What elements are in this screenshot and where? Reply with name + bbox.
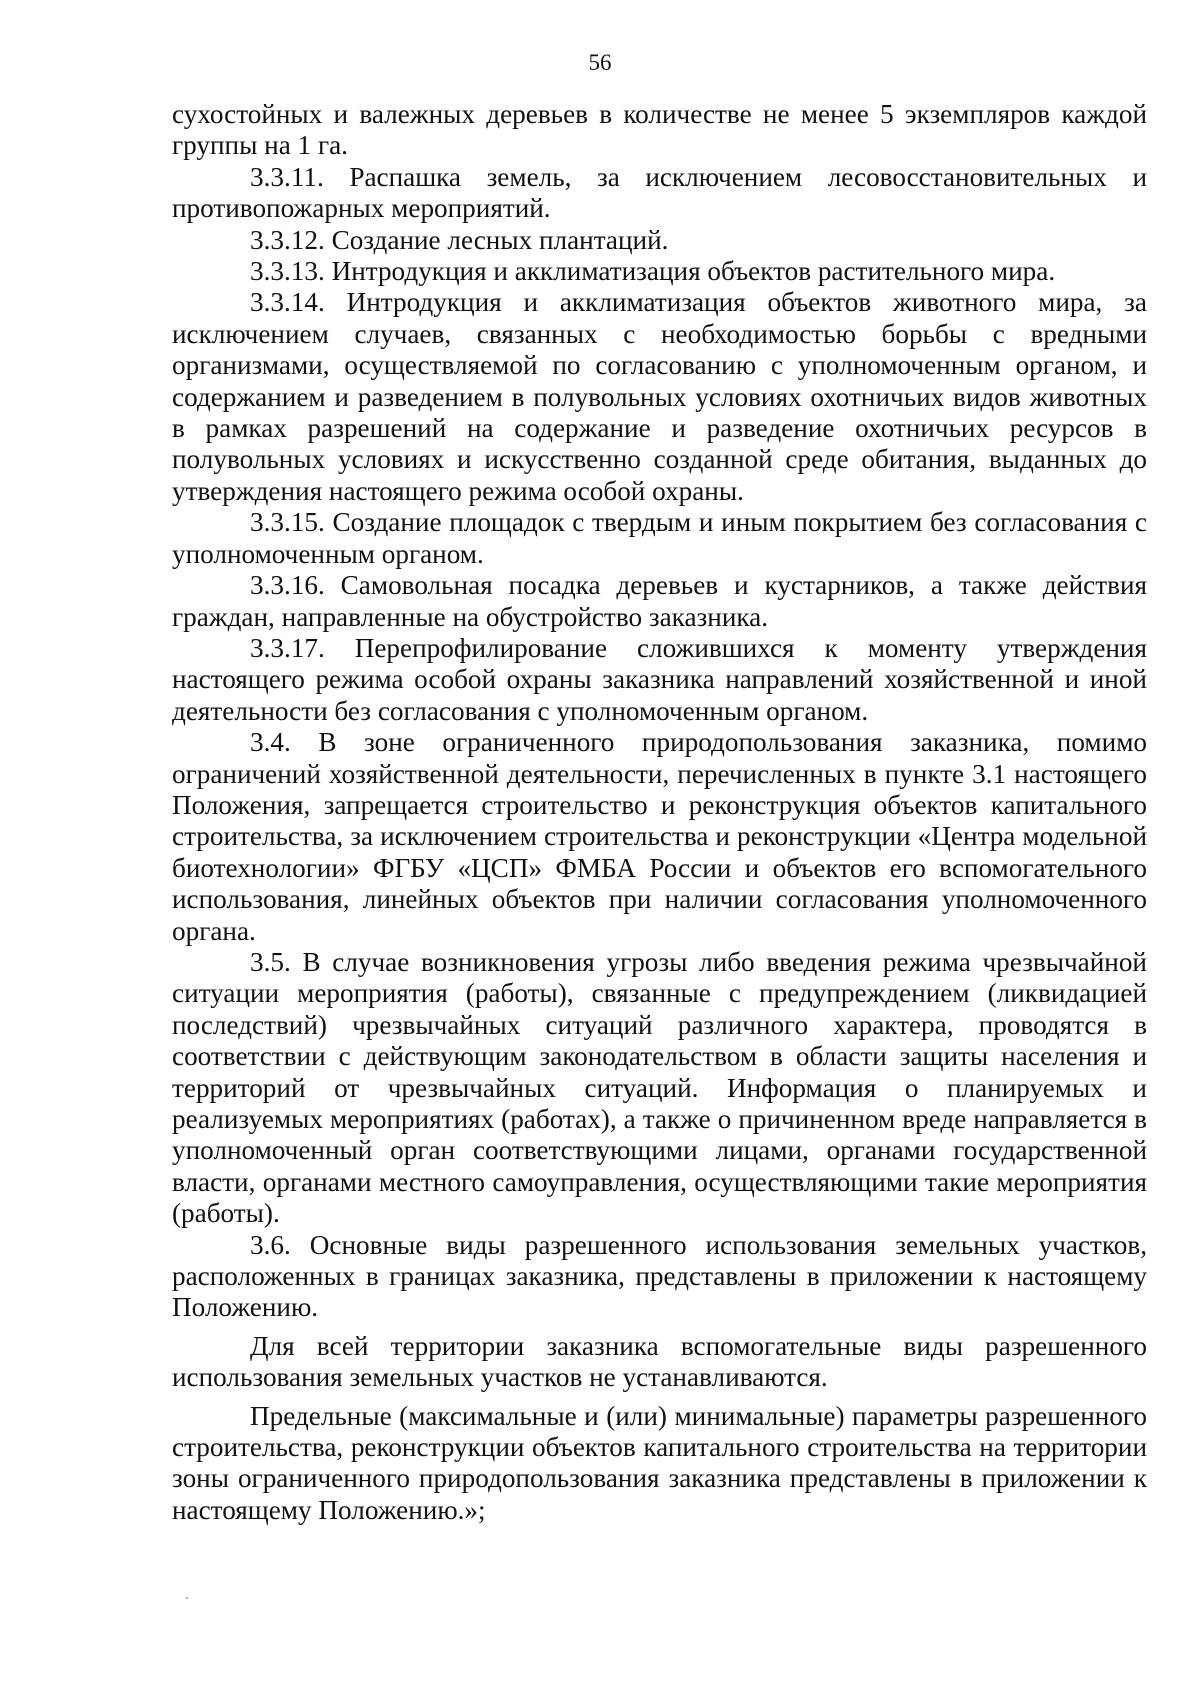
paragraph-3-3-16: 3.3.16. Самовольная посадка деревьев и кустарников, а также действия граждан, направленные на обустройство заказника. bbox=[172, 570, 1147, 632]
paragraph-3-3-11: 3.3.11. Распашка земель, за исключением лесовосстановительных и противопожарных мероприятий. bbox=[172, 161, 1147, 224]
paragraph-3-3-14: 3.3.14. Интродукция и акклиматизация объектов животного мира, за исключением случаев, связанных с необходимостью борьбы с вредными организмами, осуществляемой по согласованию с уполномоченным органом, и содержанием и разведением в полувольных условиях охотничьих видов животных в рамках разрешений на содержание и разведение охотничьих ресурсов в полувольных условиях и искусственно созданной среде обитания, выданных до утверждения настоящего режима особой охраны. bbox=[172, 287, 1147, 506]
paragraph-3-4: 3.4. В зоне ограниченного природопользования заказника, помимо ограничений хозяйственной деятельности, перечисленных в пункте 3.1 настоящего Положения, запрещается строительство и реконструкция объектов капитального строительства, за исключением строительства и реконструкции «Центра модельной биотехнологии» ФГБУ «ЦСП» ФМБА России и объектов его вспомогательного использования, линейных объектов при наличии согласования уполномоченного органа. bbox=[172, 727, 1147, 946]
paragraph-continuation: сухостойных и валежных деревьев в количестве не менее 5 экземпляров каждой группы на 1 га. bbox=[172, 99, 1147, 161]
paragraph-3-3-13: 3.3.13. Интродукция и акклиматизация объектов растительного мира. bbox=[250, 256, 1056, 287]
paragraph-3-3-15: 3.3.15. Создание площадок с твердым и иным покрытием без согласования с уполномоченным органом. bbox=[172, 507, 1147, 569]
paragraph-auxiliary-uses: Для всей территории заказника вспомогательные виды разрешенного использования земельных участков не устанавливаются. bbox=[172, 1330, 1147, 1393]
paragraph-3-3-17: 3.3.17. Перепрофилирование сложившихся к моменту утверждения настоящего режима особой охраны заказника направлений хозяйственной и иной деятельности без согласования с уполномоченным органом. bbox=[172, 632, 1147, 726]
page-number: 56 bbox=[588, 50, 612, 75]
paragraph-3-6: 3.6. Основные виды разрешенного использования земельных участков, расположенных в границах заказника, представлены в приложении к настоящему Положению. bbox=[172, 1229, 1147, 1323]
document-body bbox=[172, 99, 1147, 1526]
paragraph-3-3-12: 3.3.12. Создание лесных плантаций. bbox=[250, 224, 669, 255]
paragraph-3-5: 3.5. В случае возникновения угрозы либо введения режима чрезвычайной ситуации мероприятия (работы), связанные с предупреждением (ликвидацией последствий) чрезвычайных ситуаций различного характера, проводятся в соответствии с действующим законодательством в области защиты населения и территорий от чрезвычайных ситуаций. Информация о планируемых и реализуемых мероприятиях (работах), а также о причиненном вреде направляется в уполномоченный орган соответствующими лицами, органами государственной власти, органами местного самоуправления, осуществляющими такие мероприятия (работы). bbox=[172, 946, 1147, 1229]
scan-speck bbox=[186, 1597, 188, 1599]
paragraph-limit-parameters: Предельные (максимальные и (или) минимальные) параметры разрешенного строительства, реконструкции объектов капитального строительства на территории зоны ограниченного природопользования заказника представлены в приложении к настоящему Положению.»; bbox=[172, 1400, 1147, 1525]
